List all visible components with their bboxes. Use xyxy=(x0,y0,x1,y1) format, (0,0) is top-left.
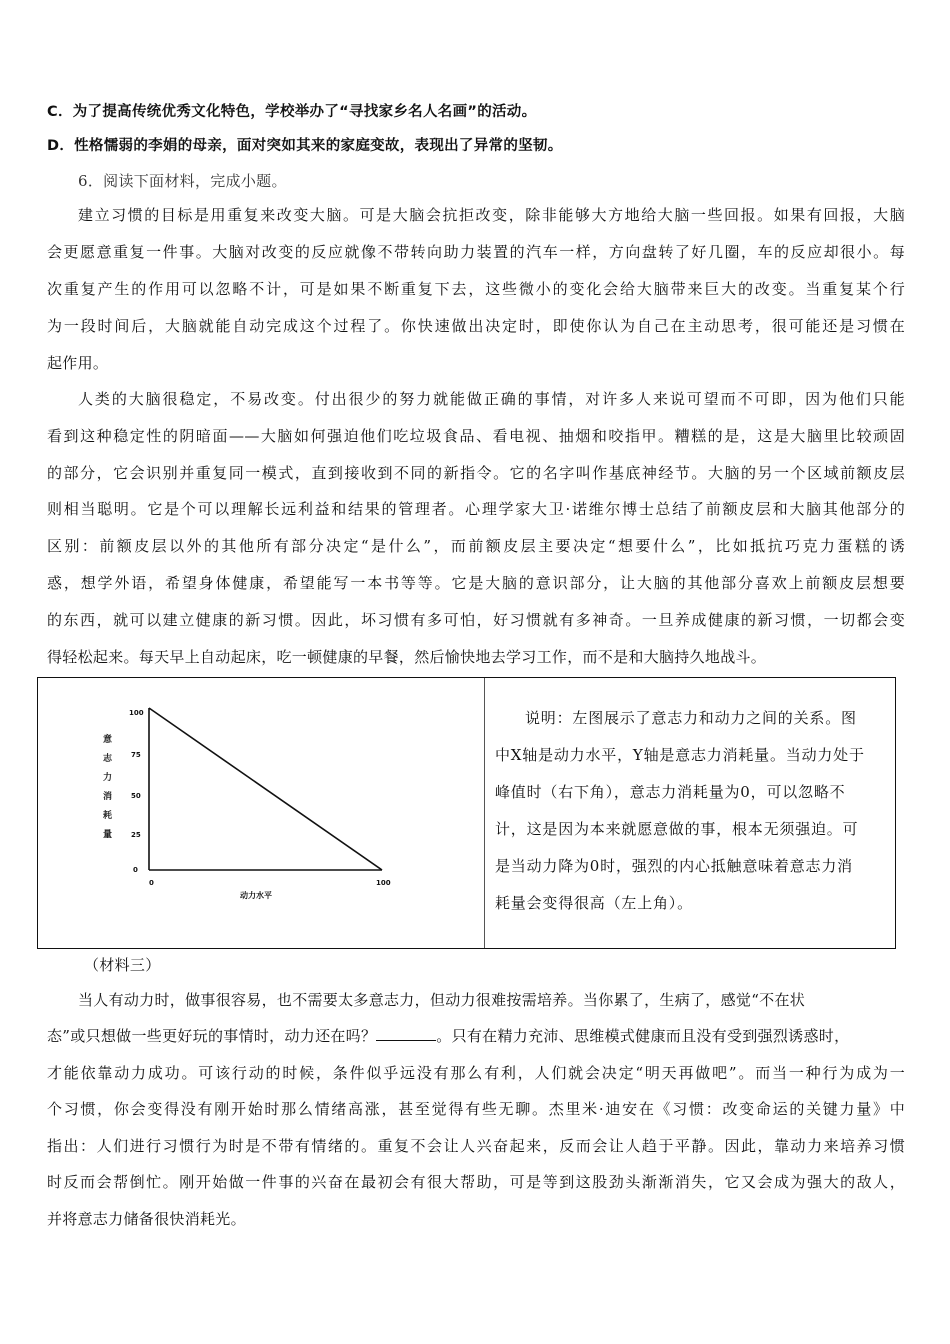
paragraph-line: 区别：前额皮层以外的其他所有部分决定“是什么”，而前额皮层主要决定“想要什么”，比如抵抗巧克力蛋糕的诱 xyxy=(47,537,905,555)
paragraph-line: 的部分，它会识别并重复同一模式，直到接收到不同的新指令。它的名字叫作基底神经节。大脑的另一个区域前额皮层 xyxy=(47,464,905,482)
figure-description-line: 计，这是因为本来就愿意做的事，根本无须强迫。可 xyxy=(495,820,859,838)
ytick-100: 100 xyxy=(129,709,144,717)
paragraph-line: 并将意志力储备很快消耗光。 xyxy=(47,1210,246,1228)
ytick-25: 25 xyxy=(131,831,141,839)
paragraph-line: 人类的大脑很稳定，不易改变。付出很少的努力就能做正确的事情，对许多人来说可望而不可即，因为他们只能 xyxy=(78,390,905,408)
ylabel-char: 消 xyxy=(103,792,113,802)
paragraph-line: 则相当聪明。它是个可以理解长远利益和结果的管理者。心理学家大卫·诺维尔博士总结了前额皮层和大脑其他部分的 xyxy=(47,500,905,518)
figure-description-line: 说明：左图展示了意志力和动力之间的关系。图 xyxy=(525,709,857,727)
paragraph-line: 得轻松起来。每天早上自动起床，吃一顿健康的早餐，然后愉快地去学习工作，而不是和大脑持久地战斗。 xyxy=(47,648,767,666)
paragraph-line: 个习惯，你会变得没有刚开始时那么情绪高涨，甚至觉得有些无聊。杰里米·迪安在《习惯：改变命运的关键力量》中 xyxy=(47,1100,905,1118)
paragraph-line xyxy=(47,1026,849,1046)
paragraph-line: 才能依靠动力成功。可该行动的时候，条件似乎远没有那么有利，人们就会决定“明天再做吧”。而当一种行为成为一 xyxy=(47,1064,905,1082)
option-d: D．性格懦弱的李娟的母亲，面对突如其来的家庭变故，表现出了异常的坚韧。 xyxy=(47,138,563,154)
paragraph-line: 看到这种稳定性的阴暗面——大脑如何强迫他们吃垃圾食品、看电视、抽烟和咬指甲。糟糕的是，这是大脑里比较顽固 xyxy=(47,427,905,445)
ylabel-char: 志 xyxy=(103,754,113,764)
ytick-75: 75 xyxy=(131,751,141,759)
data-line xyxy=(149,708,382,870)
text-before-blank: 态”或只想做一些更好玩的事情时，动力还在吗？ xyxy=(47,1027,377,1045)
paragraph-line: 起作用。 xyxy=(47,354,109,372)
ylabel-char: 耗 xyxy=(103,811,113,821)
paragraph-line: 指出：人们进行习惯行为时是不带有情绪的。重复不会让人兴奋起来，反而会让人趋于平静。因此，靠动力来培养习惯 xyxy=(47,1137,905,1155)
table-divider xyxy=(484,678,485,948)
paragraph-line: 次重复产生的作用可以忽略不计，可是如果不断重复下去，这些微小的变化会给大脑带来巨大的改变。当重复某个行 xyxy=(47,280,905,298)
figure-description-line: 是当动力降为0时，强烈的内心抵触意味着意志力消 xyxy=(495,857,853,875)
question-6-heading: 6．阅读下面材料，完成小题。 xyxy=(78,172,287,190)
option-c: C．为了提高传统优秀文化特色，学校举办了“寻找家乡名人名画”的活动。 xyxy=(47,104,537,120)
paragraph-line: 建立习惯的目标是用重复来改变大脑。可是大脑会抗拒改变，除非能够大方地给大脑一些回报。如果有回报，大脑 xyxy=(78,206,905,224)
ytick-50: 50 xyxy=(131,792,141,800)
paragraph-line: 时反而会帮倒忙。刚开始做一件事的兴奋在最初会有很大帮助，可是等到这股劲头渐渐消失，它又会成为强大的敌人， xyxy=(47,1173,905,1191)
figure-description-line: 峰值时（右下角），意志力消耗量为0，可以忽略不 xyxy=(495,783,846,801)
paragraph-line: 为一段时间后，大脑就能自动完成这个过程了。你快速做出决定时，即使你认为自己在主动思考，很可能还是习惯在 xyxy=(47,317,905,335)
xtick-0: 0 xyxy=(149,879,154,887)
ylabel-char: 量 xyxy=(103,830,113,840)
figure-description-line: 中X轴是动力水平，Y轴是意志力消耗量。当动力处于 xyxy=(495,746,865,764)
ytick-0: 0 xyxy=(133,866,138,874)
paragraph-line: 惑，想学外语，希望身体健康，希望能写一本书等等。它是大脑的意识部分，让大脑的其他部分喜欢上前额皮层想要 xyxy=(47,574,905,592)
fill-in-blank[interactable] xyxy=(376,1026,436,1041)
paragraph-line: 会更愿意重复一件事。大脑对改变的反应就像不带转向助力装置的汽车一样，方向盘转了好几圈，车的反应却很小。每 xyxy=(47,243,905,261)
paragraph-line: 的东西，就可以建立健康的新习惯。因此，坏习惯有多可怕，好习惯就有多神奇。一旦养成健康的新习惯，一切都会变 xyxy=(47,611,905,629)
figure-description-line: 耗量会变得很高（左上角）。 xyxy=(495,894,693,912)
paragraph-line: 当人有动力时，做事很容易，也不需要太多意志力，但动力很难按需培养。当你累了，生病了，感觉“不在状 xyxy=(78,991,806,1009)
ylabel-char: 意 xyxy=(103,735,113,745)
x-axis-label: 动力水平 xyxy=(240,891,272,900)
ylabel-char: 力 xyxy=(103,773,113,783)
material-3-label: （材料三） xyxy=(84,956,161,974)
text-after-blank: 。只有在精力充沛、思维模式健康而且没有受到强烈诱惑时， xyxy=(436,1027,850,1045)
willpower-motivation-chart xyxy=(38,678,484,948)
figure-table xyxy=(37,677,896,949)
xtick-100: 100 xyxy=(376,879,391,887)
